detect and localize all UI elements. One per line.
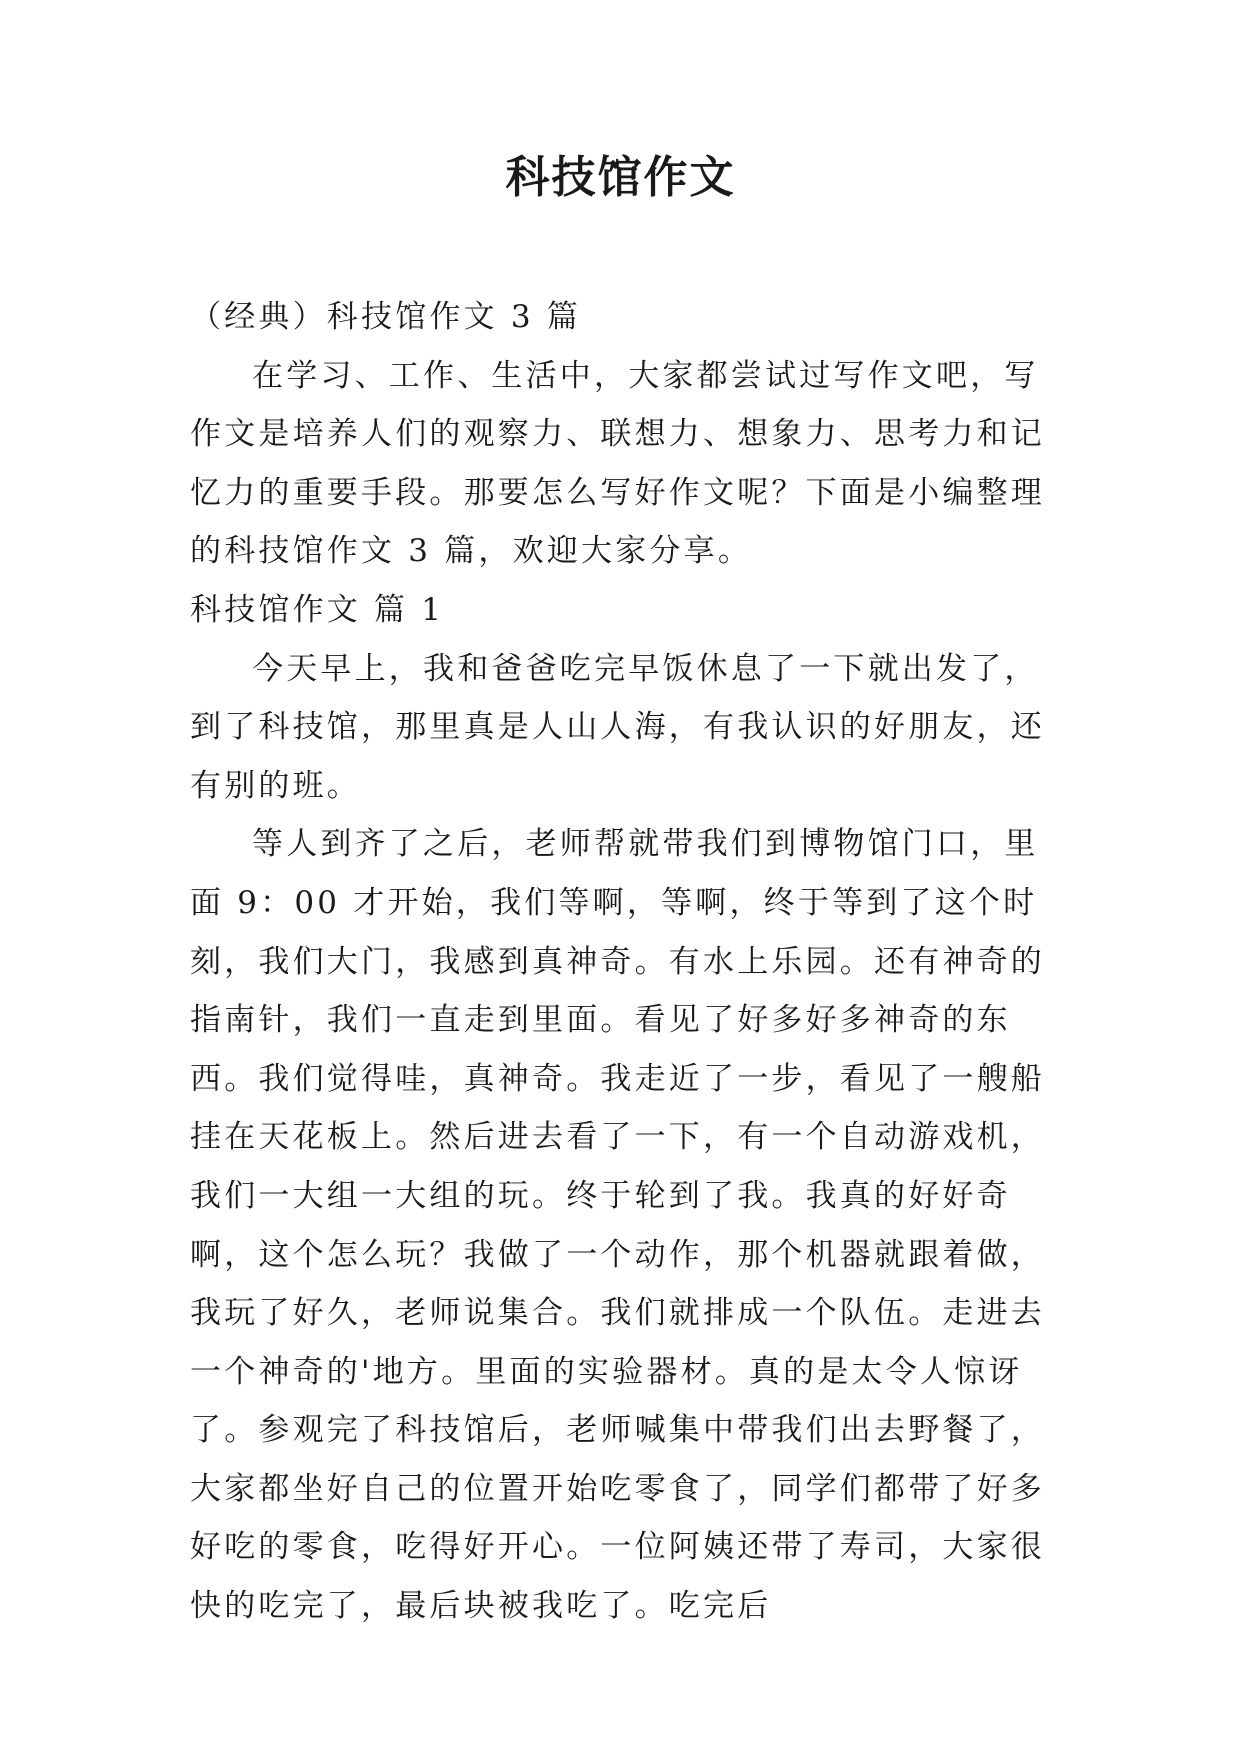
body-paragraph: 今天早上，我和爸爸吃完早饭休息了一下就出发了，到了科技馆，那里真是人山人海，有我认识的好朋友，还有别的班。 (190, 650, 1045, 804)
document-title: 科技馆作文 (505, 152, 736, 203)
subtitle-line: （经典）科技馆作文 3 篇 (190, 299, 582, 335)
body-paragraph: 等人到齐了之后，老师帮就带我们到博物馆门口，里面 9：00 才开始，我们等啊，等啊，终于等到了这个时刻，我们大门，我感到真神奇。有水上乐园。还有神奇的指南针，我们一直走到里面。看见了好多好多神奇的东西。我们觉得哇，真神奇。我走近了一步，看见了一艘船挂在天花板上。然后进去看了一下，有一个自动游戏机，我们一大组一大组的玩。终于轮到了我。我真的好好奇啊，这个怎么玩？我做了一个动作，那个机器就跟着做，我玩了好久，老师说集合。我们就排成一个队伍。走进去一个神奇的'地方。里面的实验器材。真的是太令人惊讶了。参观完了科技馆后，老师喊集中带我们出去野餐了，大家都坐好自己的位置开始吃零食了，同学们都带了好多好吃的零食，吃得好开心。一位阿姨还带了寿司，大家很快的吃完了，最后块被我吃了。吃完后 (190, 826, 1045, 1625)
intro-paragraph: 在学习、工作、生活中，大家都尝试过写作文吧，写作文是培养人们的观察力、联想力、想象力、思考力和记忆力的重要手段。那要怎么写好作文呢？下面是小编整理的科技馆作文 3 篇，欢迎大家分享。 (190, 357, 1045, 570)
document-body (190, 288, 1052, 1636)
section-heading: 科技馆作文 篇 1 (190, 591, 445, 628)
